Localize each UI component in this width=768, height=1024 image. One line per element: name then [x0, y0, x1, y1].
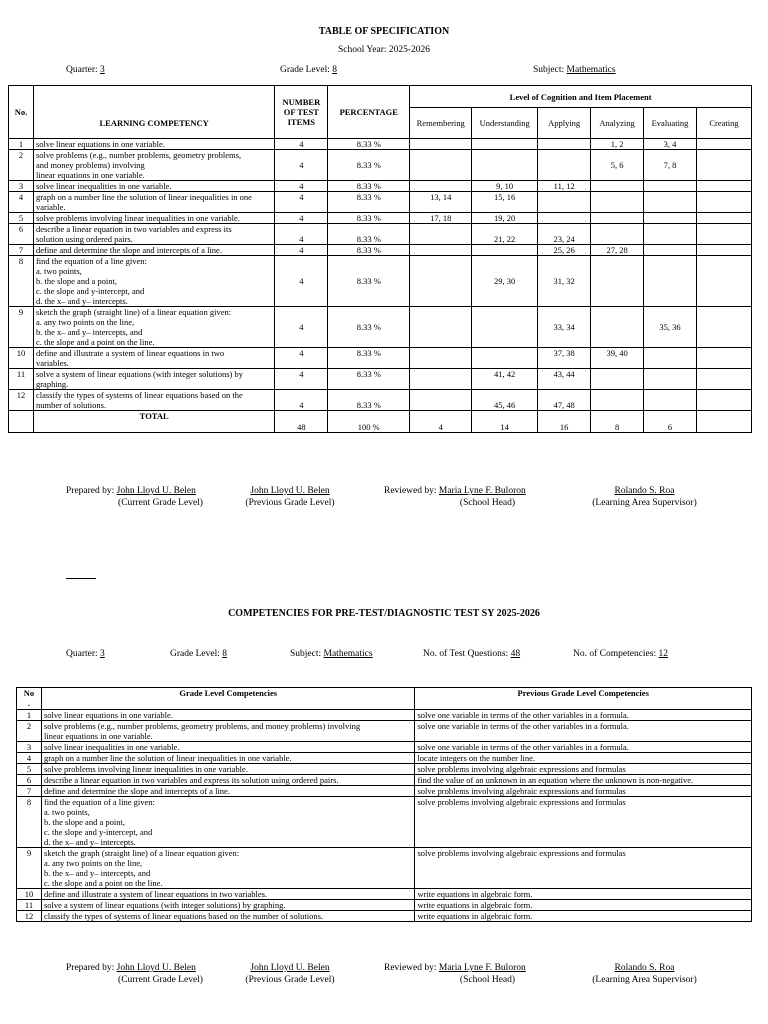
row-percentage: 8.33 % [328, 256, 410, 307]
tos-row [9, 307, 752, 348]
prepared-role-2: (Current Grade Level) [118, 975, 203, 985]
row-creating [697, 390, 752, 411]
row-understanding: 19, 20 [472, 213, 538, 224]
tos-row [9, 369, 752, 390]
prev-signatory-2: John Lloyd U. Belen (Previous Grade Level) [245, 963, 335, 985]
row-no: 1 [9, 139, 34, 150]
total-no [9, 411, 34, 433]
comp-row-grade: solve linear inequalities in one variable. [41, 742, 414, 753]
row-percentage: 8.33 % [328, 224, 410, 245]
comp-questions: No. of Test Questions: 48 [423, 649, 521, 659]
row-creating [697, 192, 752, 213]
row-understanding: 9, 10 [472, 181, 538, 192]
comp-grade: Grade Level: 8 [170, 649, 227, 659]
row-creating [697, 348, 752, 369]
row-evaluating [644, 224, 697, 245]
total-cre [697, 411, 752, 433]
comp-header-no: No . [17, 688, 42, 710]
row-no: 2 [9, 150, 34, 181]
header-percentage: PERCENTAGE [328, 86, 410, 139]
tos-row [9, 245, 752, 256]
reviewed-role-2: (School Head) [459, 975, 516, 985]
comp-row-grade: solve problems (e.g., number problems, geometry problems, and money problems) involving linear equations in one variable. [41, 721, 414, 742]
row-applying [538, 192, 591, 213]
header-evaluating: Evaluating [644, 108, 697, 139]
row-evaluating [644, 369, 697, 390]
comp-row-no: 1 [17, 710, 42, 721]
row-competency: classify the types of systems of linear equations based on the number of solutions. [33, 390, 274, 411]
row-items: 4 [275, 213, 328, 224]
row-items: 4 [275, 348, 328, 369]
row-analyzing [591, 307, 644, 348]
row-remembering [410, 369, 472, 390]
row-analyzing: 5, 6 [591, 150, 644, 181]
comp-row-prev: solve problems involving algebraic expressions and formulas [415, 786, 752, 797]
row-creating [697, 150, 752, 181]
header-competency: LEARNING COMPETENCY [33, 86, 274, 139]
row-analyzing: 39, 40 [591, 348, 644, 369]
row-items: 4 [275, 245, 328, 256]
row-creating [697, 224, 752, 245]
tos-row [9, 192, 752, 213]
comp-header-prev: Previous Grade Level Competencies [415, 688, 752, 710]
header-remembering: Remembering [410, 108, 472, 139]
row-no: 11 [9, 369, 34, 390]
row-percentage: 8.33 % [328, 390, 410, 411]
row-remembering [410, 181, 472, 192]
header-no: No. [9, 86, 34, 139]
comp-row [17, 900, 752, 911]
row-analyzing [591, 390, 644, 411]
tos-table [8, 85, 752, 433]
row-no: 3 [9, 181, 34, 192]
comp-row-grade: solve a system of linear equations (with integer solutions) by graphing. [41, 900, 414, 911]
comp-row-prev: locate integers on the number line. [415, 753, 752, 764]
comp-row-prev: solve problems involving algebraic expressions and formulas [415, 764, 752, 775]
comp-row [17, 797, 752, 848]
total-items: 48 [275, 411, 328, 433]
tos-grade: Grade Level: 8 [280, 65, 337, 75]
row-no: 12 [9, 390, 34, 411]
row-percentage: 8.33 % [328, 192, 410, 213]
row-evaluating [644, 181, 697, 192]
row-competency: sketch the graph (straight line) of a linear equation given: a. any two points on the line, b. the x– and y– intercepts, and c. the slope and a point on the line. [33, 307, 274, 348]
row-analyzing [591, 213, 644, 224]
row-creating [697, 369, 752, 390]
row-applying [538, 213, 591, 224]
row-remembering [410, 224, 472, 245]
row-items: 4 [275, 150, 328, 181]
row-no: 6 [9, 224, 34, 245]
comp-row-grade: solve problems involving linear inequalities in one variable. [41, 764, 414, 775]
row-competency: solve problems (e.g., number problems, geometry problems, and money problems) involving linear equations in one variable. [33, 150, 274, 181]
comp-row-prev: solve one variable in terms of the other variables in a formula. [415, 742, 752, 753]
comp-row-no: 8 [17, 797, 42, 848]
row-evaluating [644, 390, 697, 411]
supervisor-signatory: Rolando S. Roa (Learning Area Supervisor) [592, 486, 697, 508]
row-creating [697, 256, 752, 307]
tos-row [9, 150, 752, 181]
row-understanding: 41, 42 [472, 369, 538, 390]
row-remembering: 17, 18 [410, 213, 472, 224]
comp-row-prev: write equations in algebraic form. [415, 900, 752, 911]
row-analyzing [591, 192, 644, 213]
row-no: 10 [9, 348, 34, 369]
comp-row-no: 2 [17, 721, 42, 742]
tos-total-row [9, 411, 752, 433]
prepared-by: Prepared by: John Lloyd U. Belen [66, 486, 196, 496]
row-percentage: 8.33 % [328, 245, 410, 256]
row-percentage: 8.33 % [328, 307, 410, 348]
row-no: 4 [9, 192, 34, 213]
school-year: School Year: 2025-2026 [337, 45, 431, 55]
comp-title: COMPETENCIES FOR PRE-TEST/DIAGNOSTIC TEST SY 2025-2026 [228, 608, 540, 619]
row-creating [697, 139, 752, 150]
comp-row-no: 9 [17, 848, 42, 889]
comp-row-prev: solve one variable in terms of the other variables in a formula. [415, 710, 752, 721]
comp-row [17, 911, 752, 922]
tos-row [9, 181, 752, 192]
row-competency: describe a linear equation in two variables and express its solution using ordered pairs. [33, 224, 274, 245]
tos-row [9, 256, 752, 307]
row-applying: 47, 48 [538, 390, 591, 411]
reviewed-by: Reviewed by: Maria Lyne F. Buloron [384, 486, 526, 496]
row-competency: define and determine the slope and intercepts of a line. [33, 245, 274, 256]
prepared-role: (Current Grade Level) [118, 498, 203, 508]
row-evaluating [644, 256, 697, 307]
comp-row-no: 5 [17, 764, 42, 775]
comp-row-grade: classify the types of systems of linear equations based on the number of solutions. [41, 911, 414, 922]
row-applying: 11, 12 [538, 181, 591, 192]
row-applying: 23, 24 [538, 224, 591, 245]
total-eva: 6 [644, 411, 697, 433]
competencies-table [16, 687, 752, 922]
row-remembering [410, 348, 472, 369]
tos-row [9, 390, 752, 411]
row-percentage: 8.33 % [328, 139, 410, 150]
comp-row [17, 889, 752, 900]
row-evaluating [644, 245, 697, 256]
row-evaluating: 3, 4 [644, 139, 697, 150]
comp-row-prev: write equations in algebraic form. [415, 911, 752, 922]
row-competency: solve linear inequalities in one variable. [33, 181, 274, 192]
row-understanding [472, 150, 538, 181]
comp-row-prev: solve one variable in terms of the other variables in a formula. [415, 721, 752, 742]
header-analyzing: Analyzing [591, 108, 644, 139]
tos-row [9, 348, 752, 369]
prepared-by-2: Prepared by: John Lloyd U. Belen [66, 963, 196, 973]
row-items: 4 [275, 256, 328, 307]
row-remembering [410, 150, 472, 181]
comp-row-no: 6 [17, 775, 42, 786]
row-remembering [410, 245, 472, 256]
row-understanding [472, 245, 538, 256]
row-remembering [410, 139, 472, 150]
row-understanding: 21, 22 [472, 224, 538, 245]
comp-row-grade: define and illustrate a system of linear equations in two variables. [41, 889, 414, 900]
comp-row-prev: solve problems involving algebraic expressions and formulas [415, 797, 752, 848]
comp-quarter: Quarter: 3 [66, 649, 105, 659]
row-evaluating: 35, 36 [644, 307, 697, 348]
row-remembering [410, 390, 472, 411]
row-remembering: 13, 14 [410, 192, 472, 213]
tos-title: TABLE OF SPECIFICATION [318, 26, 450, 37]
comp-row-no: 3 [17, 742, 42, 753]
row-items: 4 [275, 369, 328, 390]
row-applying [538, 150, 591, 181]
prev-signatory: John Lloyd U. Belen (Previous Grade Level) [245, 486, 335, 508]
comp-row-grade: define and determine the slope and intercepts of a line. [41, 786, 414, 797]
row-no: 7 [9, 245, 34, 256]
total-app: 16 [538, 411, 591, 433]
comp-row-no: 7 [17, 786, 42, 797]
comp-row [17, 721, 752, 742]
row-understanding: 29, 30 [472, 256, 538, 307]
row-items: 4 [275, 139, 328, 150]
row-analyzing [591, 369, 644, 390]
comp-row-grade: sketch the graph (straight line) of a linear equation given: a. any two points on the line, b. the x– and y– intercepts, and c. the slope and a point on the line. [41, 848, 414, 889]
row-understanding [472, 139, 538, 150]
row-applying: 31, 32 [538, 256, 591, 307]
comp-row-no: 4 [17, 753, 42, 764]
header-cognition: Level of Cognition and Item Placement [410, 86, 752, 108]
row-creating [697, 245, 752, 256]
comp-count: No. of Competencies: 12 [573, 649, 668, 659]
comp-header-grade: Grade Level Competencies [41, 688, 414, 710]
comp-row-prev: write equations in algebraic form. [415, 889, 752, 900]
row-competency: find the equation of a line given: a. two points, b. the slope and a point, c. the slope and y-intercept, and d. the x– and y– intercepts. [33, 256, 274, 307]
row-applying: 43, 44 [538, 369, 591, 390]
comp-row-prev: find the value of an unknown in an equation where the unknown is non-negative. [415, 775, 752, 786]
row-competency: define and illustrate a system of linear equations in two variables. [33, 348, 274, 369]
row-analyzing [591, 256, 644, 307]
row-evaluating: 7, 8 [644, 150, 697, 181]
comp-row-prev: solve problems involving algebraic expressions and formulas [415, 848, 752, 889]
tos-row [9, 139, 752, 150]
header-creating: Creating [697, 108, 752, 139]
row-understanding [472, 307, 538, 348]
comp-row [17, 710, 752, 721]
row-items: 4 [275, 307, 328, 348]
divider-line [66, 578, 96, 579]
tos-row [9, 224, 752, 245]
row-percentage: 8.33 % [328, 213, 410, 224]
comp-row [17, 848, 752, 889]
row-analyzing: 1, 2 [591, 139, 644, 150]
row-percentage: 8.33 % [328, 369, 410, 390]
row-creating [697, 307, 752, 348]
row-remembering [410, 256, 472, 307]
row-understanding: 15, 16 [472, 192, 538, 213]
comp-row-grade: find the equation of a line given: a. two points, b. the slope and a point, c. the slope and y-intercept, and d. the x– and y– intercepts. [41, 797, 414, 848]
row-competency: solve a system of linear equations (with integer solutions) by graphing. [33, 369, 274, 390]
tos-row [9, 213, 752, 224]
reviewed-by-2: Reviewed by: Maria Lyne F. Buloron [384, 963, 526, 973]
row-evaluating [644, 348, 697, 369]
comp-subject: Subject: Mathematics [290, 649, 373, 659]
row-competency: graph on a number line the solution of linear inequalities in one variable. [33, 192, 274, 213]
row-items: 4 [275, 390, 328, 411]
reviewed-role: (School Head) [459, 498, 516, 508]
comp-row [17, 775, 752, 786]
total-ana: 8 [591, 411, 644, 433]
row-evaluating [644, 213, 697, 224]
row-percentage: 8.33 % [328, 348, 410, 369]
supervisor-signatory-2: Rolando S. Roa (Learning Area Supervisor) [592, 963, 697, 985]
header-applying: Applying [538, 108, 591, 139]
row-evaluating [644, 192, 697, 213]
row-understanding: 45, 46 [472, 390, 538, 411]
row-items: 4 [275, 224, 328, 245]
row-applying: 37, 38 [538, 348, 591, 369]
comp-row-grade: graph on a number line the solution of linear inequalities in one variable. [41, 753, 414, 764]
total-und: 14 [472, 411, 538, 433]
row-competency: solve linear equations in one variable. [33, 139, 274, 150]
comp-row-no: 12 [17, 911, 42, 922]
row-analyzing [591, 181, 644, 192]
total-rem: 4 [410, 411, 472, 433]
row-percentage: 8.33 % [328, 150, 410, 181]
row-applying [538, 139, 591, 150]
comp-row [17, 764, 752, 775]
header-items: NUMBER OF TEST ITEMS [275, 86, 328, 139]
comp-row [17, 786, 752, 797]
comp-row-grade: describe a linear equation in two variables and express its solution using ordered pairs. [41, 775, 414, 786]
total-label: TOTAL [33, 411, 274, 433]
row-analyzing [591, 224, 644, 245]
header-understanding: Understanding [472, 108, 538, 139]
comp-row-grade: solve linear equations in one variable. [41, 710, 414, 721]
row-no: 5 [9, 213, 34, 224]
tos-subject: Subject: Mathematics [533, 65, 616, 75]
row-understanding [472, 348, 538, 369]
row-no: 8 [9, 256, 34, 307]
comp-row-no: 10 [17, 889, 42, 900]
tos-quarter: Quarter: 3 [66, 65, 105, 75]
row-competency: solve problems involving linear inequalities in one variable. [33, 213, 274, 224]
row-items: 4 [275, 181, 328, 192]
row-percentage: 8.33 % [328, 181, 410, 192]
row-applying: 33, 34 [538, 307, 591, 348]
row-no: 9 [9, 307, 34, 348]
row-analyzing: 27, 28 [591, 245, 644, 256]
comp-row [17, 742, 752, 753]
row-applying: 25, 26 [538, 245, 591, 256]
comp-row [17, 753, 752, 764]
row-remembering [410, 307, 472, 348]
comp-row-no: 11 [17, 900, 42, 911]
row-creating [697, 213, 752, 224]
total-pct: 100 % [328, 411, 410, 433]
row-items: 4 [275, 192, 328, 213]
row-creating [697, 181, 752, 192]
